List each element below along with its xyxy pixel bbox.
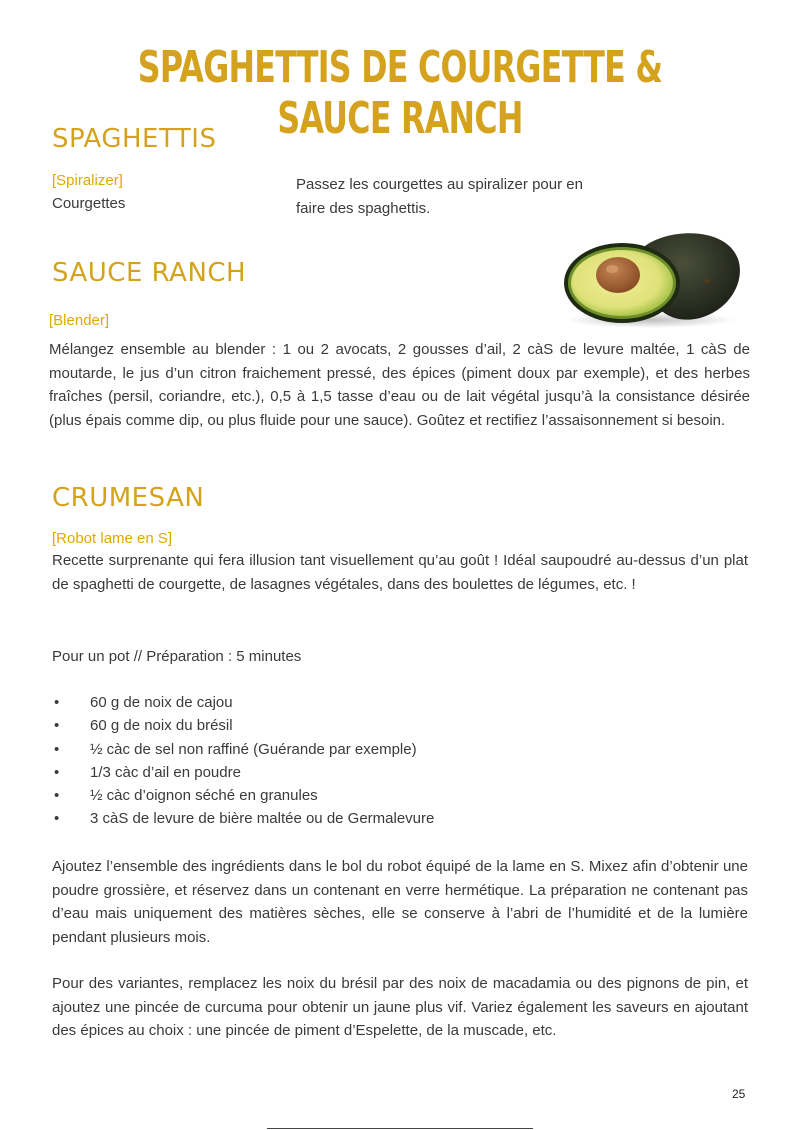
bullet-icon: • <box>54 717 60 735</box>
sauce-ranch-text: Mélangez ensemble au blender : 1 ou 2 avocats, 2 gousses d’ail, 2 càS de levure maltée, 1 càS de moutarde, le jus d’un citron fraichement pressé, des épices (piment doux par exemple), et des herbes fraîches (persil, coriandre, etc.), 0,5 à 1,5 tasse d’eau ou de lait végétal jusqu’à la consistance désirée (plus épais comme dip, ou plus fluide pour une sauce). Goûtez et rectifiez l’assaisonnement si besoin. <box>49 341 750 429</box>
crumesan-method: Ajoutez l’ensemble des ingrédients dans le bol du robot équipé de la lame en S. Mixez afin d’obtenir une poudre grossière, et réservez dans un contenant en verre hermétique. La préparation ne contenant pas d’eau mais uniquement des matières sèches, elle se conserve à l’abri de l’humidité et de la lumière pendant plusieurs mois. <box>52 858 748 946</box>
crumesan-variants: Pour des variantes, remplacez les noix du brésil par des noix de macadamia ou des pignons de pin, et ajoutez une pincée de curcuma pour obtenir un jaune plus vif. Variez également les saveurs en ajoutant des épices au choix : une pincée de piment d’Espelette, de la muscade, etc. <box>52 975 748 1039</box>
tool-label-spiralizer: [Spiralizer] <box>52 172 123 189</box>
list-item: • 3 càS de levure de bière maltée ou de Germalevure <box>52 807 434 830</box>
ingredient-list <box>52 691 434 831</box>
bullet-icon: • <box>54 787 60 805</box>
list-item: • ½ càc d’oignon séché en granules <box>52 784 434 807</box>
list-item: • 1/3 càc d’ail en poudre <box>52 761 434 784</box>
ingredient-courgettes: Courgettes <box>52 195 126 212</box>
section-heading-crumesan: CRUMESAN <box>52 483 205 513</box>
footer-divider <box>267 1128 533 1129</box>
page-number: 25 <box>732 1087 746 1101</box>
tool-label-blender: [Blender] <box>49 312 110 329</box>
section-heading-spaghettis: SPAGHETTIS <box>52 124 217 154</box>
list-item: • 60 g de noix de cajou <box>52 691 434 714</box>
bullet-icon: • <box>54 810 60 828</box>
crumesan-intro: Recette surprenante qui fera illusion tant visuellement qu’au goût ! Idéal saupoudré au-dessus d’un plat de spaghetti de courgette, de lasagnes végétales, dans des boulettes de légumes, etc. ! <box>52 552 748 593</box>
bullet-icon: • <box>54 740 60 758</box>
list-item: • 60 g de noix du brésil <box>52 714 434 737</box>
bullet-icon: • <box>54 763 60 781</box>
section-heading-sauce-ranch: SAUCE RANCH <box>52 258 247 288</box>
page-title: SPAGHETTIS DE COURGETTE & SAUCE RANCH <box>137 42 663 144</box>
bullet-icon: • <box>54 694 60 711</box>
crumesan-portion: Pour un pot // Préparation : 5 minutes <box>52 648 302 665</box>
avocado-image <box>550 228 755 333</box>
spaghettis-instruction: Passez les courgettes au spiralizer pour en faire des spaghettis. <box>296 176 583 217</box>
tool-label-robot: [Robot lame en S] <box>52 530 173 547</box>
list-item: • ½ càc de sel non raffiné (Guérande par exemple) <box>52 738 434 761</box>
